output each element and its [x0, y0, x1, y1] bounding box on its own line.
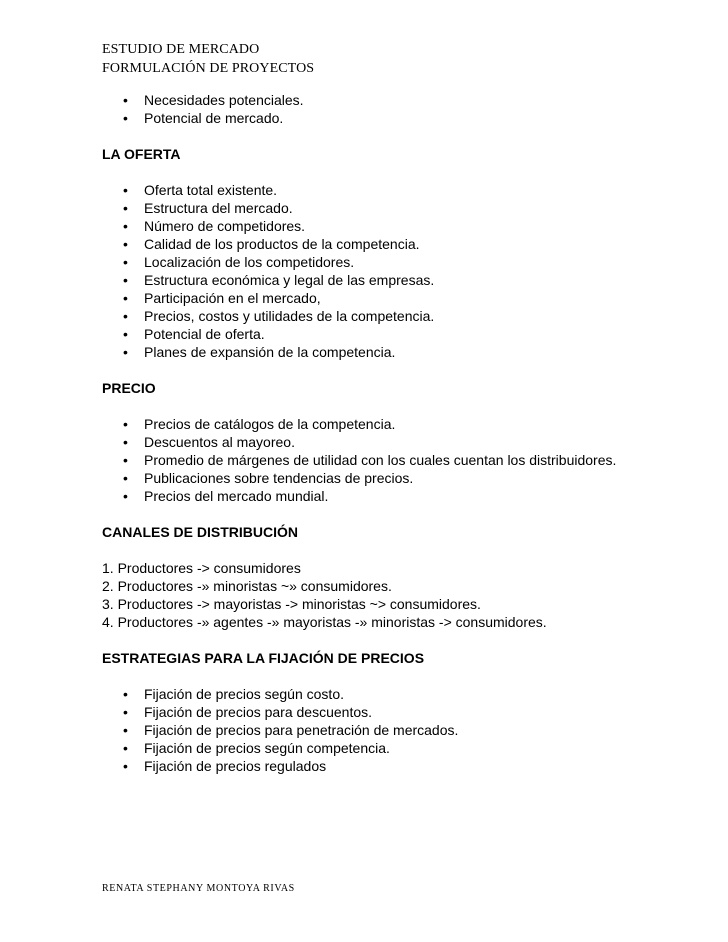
bullet-icon: •	[123, 452, 128, 468]
list-item-text: Fijación de precios para penetración de mercados.	[144, 722, 459, 738]
list-item-text: Publicaciones sobre tendencias de precios.	[144, 470, 414, 486]
page-footer: RENATA STEPHANY MONTOYA RIVAS	[102, 883, 295, 894]
bullet-icon: •	[123, 488, 128, 504]
bullet-icon: •	[123, 722, 128, 738]
list-item-text: Fijación de precios según competencia.	[144, 740, 390, 756]
bullet-icon: •	[123, 92, 128, 108]
bullet-icon: •	[123, 434, 128, 450]
bullet-icon: •	[123, 272, 128, 288]
list-item	[102, 289, 702, 307]
list-item	[102, 739, 702, 757]
list-item-text: Potencial de oferta.	[144, 326, 265, 342]
bullet-icon: •	[123, 236, 128, 252]
list-item	[102, 307, 702, 325]
bullet-icon: •	[123, 200, 128, 216]
list-item-text: Promedio de márgenes de utilidad con los cuales cuentan los distribuidores.	[144, 452, 617, 468]
list-item	[102, 721, 702, 739]
list-item-text: Fijación de precios para descuentos.	[144, 704, 373, 720]
list-item: 4. Productores -» agentes -» mayoristas -» minoristas -> consumidores.	[102, 614, 547, 630]
intro-list	[102, 91, 702, 127]
bullet-icon: •	[123, 182, 128, 198]
list-item	[102, 757, 702, 775]
bullet-icon: •	[123, 758, 128, 774]
list-item-text: Oferta total existente.	[144, 182, 278, 198]
oferta-list	[102, 181, 702, 361]
section-heading-estrategias: ESTRATEGIAS PARA LA FIJACIÓN DE PRECIOS	[102, 650, 425, 666]
list-item	[102, 181, 702, 199]
list-item-text: Estructura del mercado.	[144, 200, 293, 216]
estrategias-list	[102, 685, 702, 775]
canales-list	[102, 559, 702, 631]
bullet-icon: •	[123, 344, 128, 360]
list-item	[102, 469, 702, 487]
list-item-text: Calidad de los productos de la competencia.	[144, 236, 420, 252]
list-item-text: Localización de los competidores.	[144, 254, 355, 270]
list-item-text: Fijación de precios regulados	[144, 758, 327, 774]
bullet-icon: •	[123, 326, 128, 342]
bullet-icon: •	[123, 254, 128, 270]
bullet-icon: •	[123, 308, 128, 324]
bullet-icon: •	[123, 110, 128, 126]
list-item	[102, 217, 702, 235]
list-item-text: Precios, costos y utilidades de la competencia.	[144, 308, 435, 324]
list-item	[102, 343, 702, 361]
list-item	[102, 487, 702, 505]
list-item-text: Planes de expansión de la competencia.	[144, 344, 396, 360]
list-item: 2. Productores -» minoristas ~» consumidores.	[102, 578, 392, 594]
header-line-1: ESTUDIO DE MERCADO	[102, 42, 260, 57]
list-item	[102, 235, 702, 253]
list-item	[102, 703, 702, 721]
bullet-icon: •	[123, 740, 128, 756]
list-item: 1. Productores -> consumidores	[102, 560, 301, 576]
list-item-text: Potencial de mercado.	[144, 110, 284, 126]
list-item-text: Precios del mercado mundial.	[144, 488, 329, 504]
list-item-text: Precios de catálogos de la competencia.	[144, 416, 396, 432]
list-item: 3. Productores -> mayoristas -> minoristas ~> consumidores.	[102, 596, 481, 612]
header-line-2: FORMULACIÓN DE PROYECTOS	[102, 61, 315, 76]
section-heading-precio: PRECIO	[102, 380, 156, 396]
precio-list	[102, 415, 702, 505]
list-item-text: Fijación de precios según costo.	[144, 686, 344, 702]
list-item	[102, 451, 702, 469]
list-item	[102, 91, 702, 109]
list-item-text: Número de competidores.	[144, 218, 306, 234]
section-heading-canales: CANALES DE DISTRIBUCIÓN	[102, 524, 299, 540]
page-header	[102, 40, 314, 78]
bullet-icon: •	[123, 416, 128, 432]
bullet-icon: •	[123, 470, 128, 486]
list-item	[102, 271, 702, 289]
list-item-text: Estructura económica y legal de las empresas.	[144, 272, 435, 288]
list-item	[102, 685, 702, 703]
section-heading-oferta: LA OFERTA	[102, 146, 181, 162]
list-item	[102, 253, 702, 271]
list-item-text: Necesidades potenciales.	[144, 92, 304, 108]
bullet-icon: •	[123, 290, 128, 306]
list-item	[102, 325, 702, 343]
list-item	[102, 415, 702, 433]
list-item	[102, 433, 702, 451]
document-body	[102, 91, 702, 775]
list-item	[102, 109, 702, 127]
bullet-icon: •	[123, 704, 128, 720]
bullet-icon: •	[123, 686, 128, 702]
list-item-text: Descuentos al mayoreo.	[144, 434, 295, 450]
bullet-icon: •	[123, 218, 128, 234]
list-item	[102, 199, 702, 217]
list-item-text: Participación en el mercado,	[144, 290, 321, 306]
